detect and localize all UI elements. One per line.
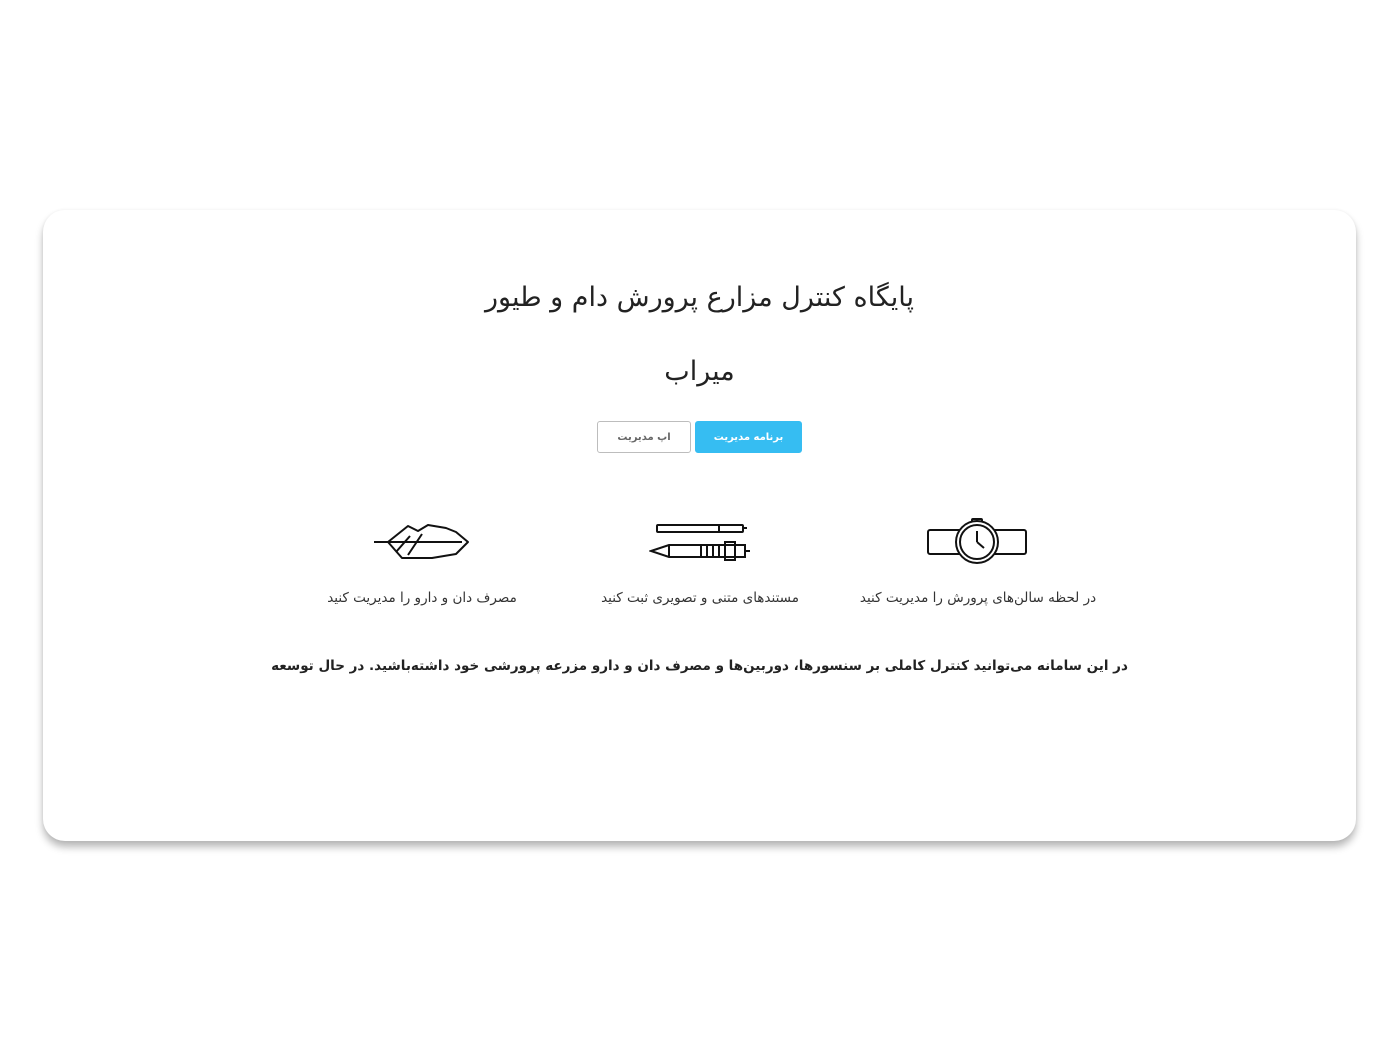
feature-feed <box>272 515 572 606</box>
feature-documents <box>550 515 850 606</box>
watch-icon <box>828 515 1128 569</box>
management-app-button[interactable]: اپ مدیریت <box>597 421 691 453</box>
hero-card <box>43 210 1356 841</box>
feature-label: مصرف دان و دارو را مدیریت کنید <box>327 590 517 606</box>
feature-realtime <box>828 515 1128 606</box>
description-text: در این سامانه می‌توانید کنترل کاملی بر سنسورها، دوربین‌ها و مصرف دان و دارو مزرعه پرورشی خود داشته‌باشید. در حال توسعه <box>271 658 1128 674</box>
feature-label: مستندهای متنی و تصویری ثبت کنید <box>601 590 799 606</box>
pen-pencil-icon <box>550 515 850 569</box>
management-program-button[interactable]: برنامه مدیریت <box>695 421 802 453</box>
brand-name: میراب <box>664 356 735 387</box>
feather-icon <box>272 515 572 569</box>
page-title: پایگاه کنترل مزارع پرورش دام و طیور <box>484 282 915 313</box>
feature-label: در لحظه سالن‌های پرورش را مدیریت کنید <box>859 590 1097 606</box>
